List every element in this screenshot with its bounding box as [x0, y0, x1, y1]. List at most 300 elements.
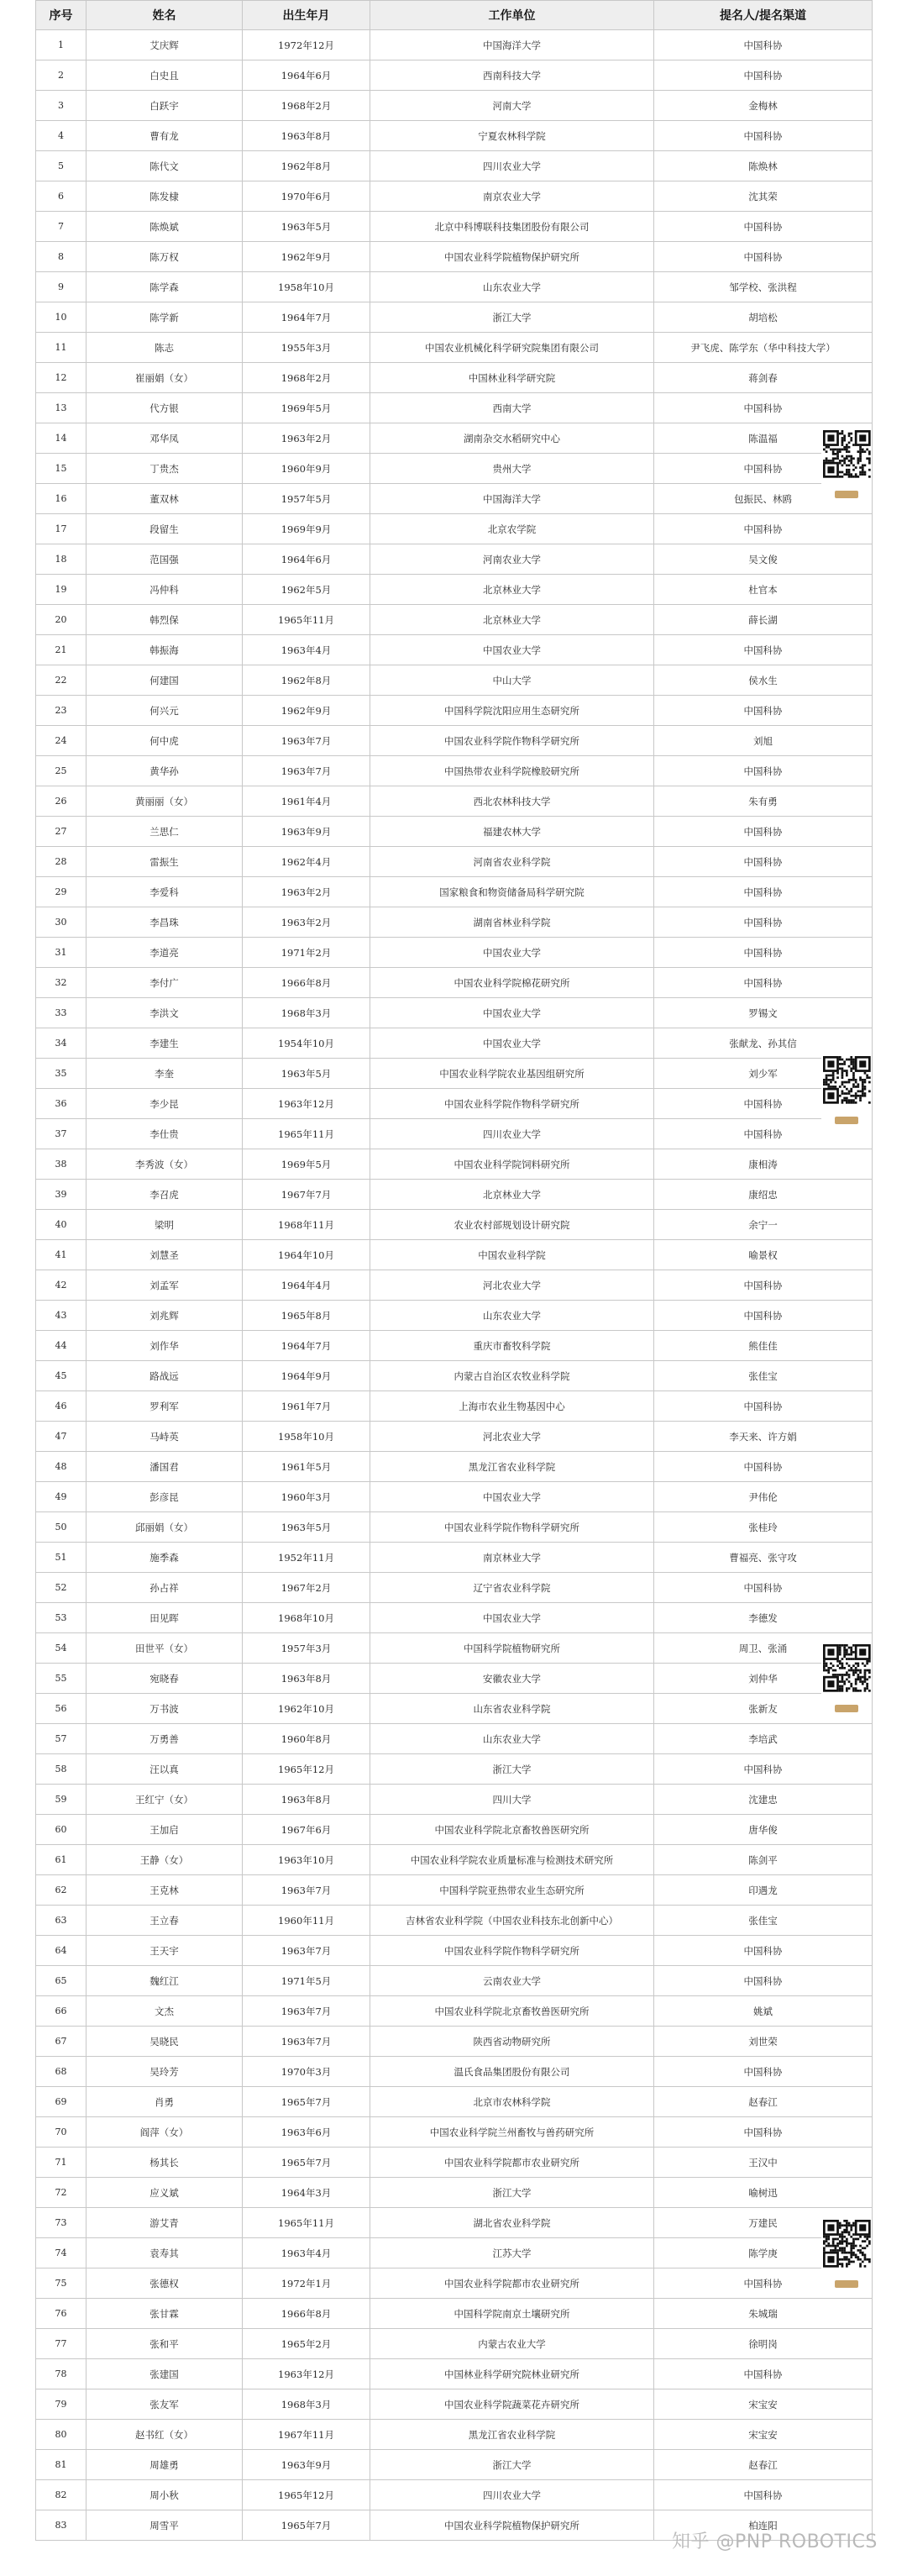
cell-name: 万勇善: [87, 1724, 243, 1754]
qr-caption-mark: [835, 491, 858, 498]
cell-workplace: 中国农业科学院作物科学研究所: [370, 726, 654, 756]
cell-name: 吴玲芳: [87, 2057, 243, 2087]
cell-name: 赵书红（女）: [87, 2420, 243, 2450]
cell-workplace: 中国热带农业科学院橡胶研究所: [370, 756, 654, 786]
cell-nominator: 中国科协: [654, 938, 873, 968]
cell-number: 40: [36, 1210, 87, 1240]
cell-birth: 1963年9月: [243, 2450, 370, 2480]
cell-name: 白跃宇: [87, 91, 243, 121]
qr-finder-mark: [824, 431, 837, 444]
cell-workplace: 浙江大学: [370, 1754, 654, 1785]
cell-workplace: 浙江大学: [370, 2450, 654, 2480]
table-row: [36, 2178, 873, 2208]
cell-name: 曹有龙: [87, 121, 243, 151]
cell-number: 24: [36, 726, 87, 756]
qr-finder-mark: [856, 1057, 869, 1070]
table-row: [36, 151, 873, 181]
header-birth: 出生年月: [243, 1, 370, 30]
cell-nominator: 中国科协: [654, 847, 873, 877]
cell-nominator: 中国科协: [654, 30, 873, 60]
cell-birth: 1967年7月: [243, 1180, 370, 1210]
cell-name: 黄华孙: [87, 756, 243, 786]
cell-birth: 1960年8月: [243, 1724, 370, 1754]
cell-nominator: 中国科协: [654, 60, 873, 91]
cell-name: 阎萍（女）: [87, 2117, 243, 2148]
cell-number: 13: [36, 393, 87, 423]
cell-workplace: 中国科学院沈阳应用生态研究所: [370, 696, 654, 726]
cell-birth: 1963年2月: [243, 907, 370, 938]
table-row: [36, 1724, 873, 1754]
cell-number: 78: [36, 2359, 87, 2389]
cell-nominator: 中国科协: [654, 968, 873, 998]
table-row: [36, 2057, 873, 2087]
cell-nominator: 中国科协: [654, 1452, 873, 1482]
cell-birth: 1970年6月: [243, 181, 370, 212]
cell-nominator: 中国科协: [654, 1754, 873, 1785]
cell-birth: 1960年9月: [243, 454, 370, 484]
cell-workplace: 湖北省农业科学院: [370, 2208, 654, 2238]
table-row: [36, 726, 873, 756]
cell-number: 59: [36, 1785, 87, 1815]
table-row: [36, 1361, 873, 1391]
cell-nominator: 金梅林: [654, 91, 873, 121]
cell-nominator: 朱城瑞: [654, 2299, 873, 2329]
cell-number: 54: [36, 1633, 87, 1664]
cell-name: 陈志: [87, 333, 243, 363]
cell-name: 韩烈保: [87, 605, 243, 635]
cell-nominator: 宋宝安: [654, 2420, 873, 2450]
cell-birth: 1963年10月: [243, 1845, 370, 1875]
cell-birth: 1963年7月: [243, 726, 370, 756]
cell-workplace: 四川大学: [370, 1785, 654, 1815]
cell-number: 36: [36, 1089, 87, 1119]
cell-number: 69: [36, 2087, 87, 2117]
table-row: [36, 1391, 873, 1422]
cell-name: 李道亮: [87, 938, 243, 968]
cell-name: 范国强: [87, 544, 243, 575]
cell-name: 宛晓春: [87, 1664, 243, 1694]
cell-name: 白史且: [87, 60, 243, 91]
cell-name: 代方银: [87, 393, 243, 423]
cell-name: 王克林: [87, 1875, 243, 1906]
cell-workplace: 中国农业科学院: [370, 1240, 654, 1270]
cell-workplace: 辽宁省农业科学院: [370, 1573, 654, 1603]
qr-code-graphic: [821, 1054, 872, 1115]
qr-finder-mark: [824, 1677, 837, 1690]
table-row: [36, 786, 873, 817]
cell-nominator: 曹福亮、张守攻: [654, 1543, 873, 1573]
table-row: [36, 1543, 873, 1573]
cell-workplace: 中国农业大学: [370, 998, 654, 1028]
table-row: [36, 2238, 873, 2268]
cell-birth: 1964年7月: [243, 302, 370, 333]
cell-nominator: 侯水生: [654, 665, 873, 696]
cell-number: 70: [36, 2117, 87, 2148]
cell-name: 何中虎: [87, 726, 243, 756]
cell-number: 38: [36, 1149, 87, 1180]
cell-number: 18: [36, 544, 87, 575]
qr-finder-mark: [824, 463, 837, 476]
cell-workplace: 四川农业大学: [370, 1119, 654, 1149]
table-row: [36, 1210, 873, 1240]
cell-birth: 1963年7月: [243, 1996, 370, 2027]
cell-nominator: 中国科协: [654, 1391, 873, 1422]
table-row: [36, 1966, 873, 1996]
cell-number: 55: [36, 1664, 87, 1694]
table-row: [36, 2027, 873, 2057]
cell-birth: 1964年4月: [243, 1270, 370, 1301]
cell-number: 71: [36, 2148, 87, 2178]
cell-name: 王静（女）: [87, 1845, 243, 1875]
cell-birth: 1954年10月: [243, 1028, 370, 1059]
cell-name: 袁寿其: [87, 2238, 243, 2268]
cell-number: 56: [36, 1694, 87, 1724]
cell-workplace: 中国科学院植物研究所: [370, 1633, 654, 1664]
table-row: [36, 393, 873, 423]
cell-number: 76: [36, 2299, 87, 2329]
cell-number: 45: [36, 1361, 87, 1391]
table-row: [36, 907, 873, 938]
cell-number: 64: [36, 1936, 87, 1966]
cell-workplace: 中国农业大学: [370, 938, 654, 968]
cell-name: 崔丽娟（女）: [87, 363, 243, 393]
cell-number: 29: [36, 877, 87, 907]
cell-birth: 1963年5月: [243, 1512, 370, 1543]
cell-workplace: 内蒙古自治区农牧业科学院: [370, 1361, 654, 1391]
cell-workplace: 中国农业科学院作物科学研究所: [370, 1089, 654, 1119]
qr-code-icon: [821, 1054, 872, 1127]
cell-workplace: 中国林业科学研究院林业研究所: [370, 2359, 654, 2389]
cell-number: 17: [36, 514, 87, 544]
table-row: [36, 605, 873, 635]
cell-nominator: 赵春江: [654, 2450, 873, 2480]
cell-nominator: 刘旭: [654, 726, 873, 756]
cell-birth: 1963年4月: [243, 635, 370, 665]
cell-nominator: 蒋剑春: [654, 363, 873, 393]
cell-birth: 1971年5月: [243, 1966, 370, 1996]
cell-number: 34: [36, 1028, 87, 1059]
cell-number: 14: [36, 423, 87, 454]
cell-nominator: 李培武: [654, 1724, 873, 1754]
cell-number: 74: [36, 2238, 87, 2268]
cell-name: 周小秋: [87, 2480, 243, 2510]
header-nominator: 提名人/提名渠道: [654, 1, 873, 30]
cell-nominator: 中国科协: [654, 2359, 873, 2389]
cell-birth: 1963年7月: [243, 1936, 370, 1966]
cell-number: 65: [36, 1966, 87, 1996]
cell-birth: 1958年10月: [243, 1422, 370, 1452]
table-row: [36, 1664, 873, 1694]
cell-workplace: 福建农林大学: [370, 817, 654, 847]
cell-name: 陈学森: [87, 272, 243, 302]
cell-workplace: 湖南省林业科学院: [370, 907, 654, 938]
cell-workplace: 中国农业科学院都市农业研究所: [370, 2268, 654, 2299]
cell-workplace: 山东农业大学: [370, 1724, 654, 1754]
cell-name: 韩振海: [87, 635, 243, 665]
cell-nominator: 尹飞虎、陈学东（华中科技大学）: [654, 333, 873, 363]
table-row: [36, 2389, 873, 2420]
cell-birth: 1952年11月: [243, 1543, 370, 1573]
table-row: [36, 1785, 873, 1815]
cell-birth: 1963年12月: [243, 2359, 370, 2389]
cell-birth: 1963年9月: [243, 817, 370, 847]
cell-nominator: 中国科协: [654, 1089, 873, 1119]
cell-number: 73: [36, 2208, 87, 2238]
cell-nominator: 康相涛: [654, 1149, 873, 1180]
table-row: [36, 272, 873, 302]
cell-workplace: 国家粮食和物资储备局科学研究院: [370, 877, 654, 907]
table-row: [36, 1119, 873, 1149]
cell-nominator: 陈温福: [654, 423, 873, 454]
cell-name: 张友军: [87, 2389, 243, 2420]
qr-code-graphic: [821, 1643, 872, 1703]
cell-birth: 1962年9月: [243, 696, 370, 726]
cell-workplace: 宁夏农林科学院: [370, 121, 654, 151]
table-row: [36, 514, 873, 544]
cell-workplace: 中国农业科学院农业基因组研究所: [370, 1059, 654, 1089]
table-row: [36, 423, 873, 454]
cell-workplace: 南京农业大学: [370, 181, 654, 212]
cell-nominator: 吴文俊: [654, 544, 873, 575]
cell-number: 67: [36, 2027, 87, 2057]
cell-workplace: 南京林业大学: [370, 1543, 654, 1573]
cell-workplace: 河南省农业科学院: [370, 847, 654, 877]
table-row: [36, 1149, 873, 1180]
table-row: [36, 1512, 873, 1543]
table-row: [36, 635, 873, 665]
cell-nominator: 中国科协: [654, 696, 873, 726]
cell-birth: 1963年8月: [243, 1664, 370, 1694]
cell-birth: 1963年2月: [243, 423, 370, 454]
cell-number: 46: [36, 1391, 87, 1422]
cell-birth: 1962年9月: [243, 242, 370, 272]
cell-number: 15: [36, 454, 87, 484]
cell-workplace: 中国农业科学院农业质量标准与检测技术研究所: [370, 1845, 654, 1875]
cell-nominator: 罗锡文: [654, 998, 873, 1028]
cell-number: 6: [36, 181, 87, 212]
cell-nominator: 李德发: [654, 1603, 873, 1633]
qr-caption-mark: [835, 1117, 858, 1124]
cell-birth: 1963年2月: [243, 877, 370, 907]
table-row: [36, 1028, 873, 1059]
cell-birth: 1968年2月: [243, 363, 370, 393]
cell-workplace: 中国海洋大学: [370, 484, 654, 514]
cell-birth: 1957年5月: [243, 484, 370, 514]
cell-name: 李秀波（女）: [87, 1149, 243, 1180]
cell-nominator: 刘仲华: [654, 1664, 873, 1694]
cell-nominator: 唐华俊: [654, 1815, 873, 1845]
cell-number: 82: [36, 2480, 87, 2510]
cell-workplace: 中国农业科学院兰州畜牧与兽药研究所: [370, 2117, 654, 2148]
cell-name: 周雪平: [87, 2510, 243, 2541]
cell-nominator: 熊佳佳: [654, 1331, 873, 1361]
table-row: [36, 484, 873, 514]
cell-birth: 1965年8月: [243, 1301, 370, 1331]
cell-number: 28: [36, 847, 87, 877]
cell-birth: 1964年6月: [243, 60, 370, 91]
qr-code-icon: [821, 2218, 872, 2290]
cell-workplace: 重庆市畜牧科学院: [370, 1331, 654, 1361]
zhihu-watermark: 知乎 @PNP ROBOTICS: [672, 2531, 878, 2552]
cell-number: 16: [36, 484, 87, 514]
cell-workplace: 中国农业科学院棉花研究所: [370, 968, 654, 998]
cell-nominator: 中国科协: [654, 635, 873, 665]
cell-number: 47: [36, 1422, 87, 1452]
cell-number: 1: [36, 30, 87, 60]
cell-name: 孙占祥: [87, 1573, 243, 1603]
table-row: [36, 1754, 873, 1785]
cell-workplace: 中国农业科学院饲料研究所: [370, 1149, 654, 1180]
cell-workplace: 中国农业科学院作物科学研究所: [370, 1936, 654, 1966]
qr-code-graphic: [821, 2218, 872, 2279]
cell-number: 62: [36, 1875, 87, 1906]
cell-name: 应义斌: [87, 2178, 243, 2208]
cell-nominator: 康绍忠: [654, 1180, 873, 1210]
cell-nominator: 杜官本: [654, 575, 873, 605]
cell-birth: 1962年8月: [243, 151, 370, 181]
cell-number: 43: [36, 1301, 87, 1331]
cell-nominator: 邹学校、张洪程: [654, 272, 873, 302]
nominee-table: [35, 0, 873, 2541]
table-row: [36, 1633, 873, 1664]
cell-workplace: 中国农业科学院蔬菜花卉研究所: [370, 2389, 654, 2420]
cell-name: 梁明: [87, 1210, 243, 1240]
cell-birth: 1963年7月: [243, 1875, 370, 1906]
table-header: [36, 1, 873, 30]
table-row: [36, 2329, 873, 2359]
table-row: [36, 1936, 873, 1966]
table-row: [36, 817, 873, 847]
cell-nominator: 张新友: [654, 1694, 873, 1724]
table-row: [36, 2450, 873, 2480]
cell-birth: 1965年11月: [243, 1119, 370, 1149]
cell-birth: 1964年7月: [243, 1331, 370, 1361]
cell-nominator: 中国科协: [654, 1966, 873, 1996]
qr-finder-mark: [824, 1645, 837, 1659]
qr-code-icon: [821, 428, 872, 501]
cell-birth: 1963年7月: [243, 756, 370, 786]
cell-workplace: 内蒙古农业大学: [370, 2329, 654, 2359]
table-row: [36, 91, 873, 121]
cell-nominator: 中国科协: [654, 907, 873, 938]
cell-name: 彭彦昆: [87, 1482, 243, 1512]
table-row: [36, 454, 873, 484]
cell-workplace: 河北农业大学: [370, 1270, 654, 1301]
cell-birth: 1963年4月: [243, 2238, 370, 2268]
cell-number: 42: [36, 1270, 87, 1301]
cell-nominator: 包振民、林鸥: [654, 484, 873, 514]
cell-nominator: 朱有勇: [654, 786, 873, 817]
cell-number: 39: [36, 1180, 87, 1210]
cell-number: 49: [36, 1482, 87, 1512]
cell-birth: 1964年10月: [243, 1240, 370, 1270]
cell-workplace: 中国农业大学: [370, 1482, 654, 1512]
qr-finder-mark: [824, 2221, 837, 2234]
cell-birth: 1971年2月: [243, 938, 370, 968]
cell-name: 刘作华: [87, 1331, 243, 1361]
cell-birth: 1965年11月: [243, 605, 370, 635]
cell-workplace: 河北农业大学: [370, 1422, 654, 1452]
qr-caption-mark: [835, 2280, 858, 2288]
cell-workplace: 北京林业大学: [370, 575, 654, 605]
cell-workplace: 陕西省动物研究所: [370, 2027, 654, 2057]
cell-birth: 1962年4月: [243, 847, 370, 877]
cell-birth: 1966年8月: [243, 2299, 370, 2329]
table-row: [36, 1301, 873, 1331]
table-row: [36, 2299, 873, 2329]
cell-workplace: 中国农业科学院北京畜牧兽医研究所: [370, 1996, 654, 2027]
cell-nominator: 万建民: [654, 2208, 873, 2238]
cell-birth: 1960年3月: [243, 1482, 370, 1512]
cell-name: 游艾青: [87, 2208, 243, 2238]
cell-name: 张甘霖: [87, 2299, 243, 2329]
cell-nominator: 刘世荣: [654, 2027, 873, 2057]
table-row: [36, 1906, 873, 1936]
cell-birth: 1963年5月: [243, 212, 370, 242]
header-name: 姓名: [87, 1, 243, 30]
table-row: [36, 1180, 873, 1210]
cell-birth: 1968年3月: [243, 998, 370, 1028]
cell-birth: 1958年10月: [243, 272, 370, 302]
table-row: [36, 1845, 873, 1875]
cell-name: 吴晓民: [87, 2027, 243, 2057]
cell-nominator: 喻景权: [654, 1240, 873, 1270]
table-row: [36, 121, 873, 151]
cell-name: 董双林: [87, 484, 243, 514]
cell-birth: 1968年3月: [243, 2389, 370, 2420]
qr-code-graphic: [821, 428, 872, 489]
cell-nominator: 尹伟伦: [654, 1482, 873, 1512]
cell-nominator: 薛长湖: [654, 605, 873, 635]
cell-number: 52: [36, 1573, 87, 1603]
cell-birth: 1961年7月: [243, 1391, 370, 1422]
cell-name: 田世平（女）: [87, 1633, 243, 1664]
table-row: [36, 2480, 873, 2510]
cell-name: 杨其长: [87, 2148, 243, 2178]
table-row: [36, 2420, 873, 2450]
cell-workplace: 贵州大学: [370, 454, 654, 484]
cell-nominator: 余宁一: [654, 1210, 873, 1240]
table-row: [36, 2268, 873, 2299]
cell-name: 万书波: [87, 1694, 243, 1724]
cell-number: 5: [36, 151, 87, 181]
qr-code-icon: [821, 1643, 872, 1715]
cell-name: 田见晖: [87, 1603, 243, 1633]
cell-workplace: 中国科学院亚热带农业生态研究所: [370, 1875, 654, 1906]
cell-birth: 1969年5月: [243, 1149, 370, 1180]
table-row: [36, 1815, 873, 1845]
cell-nominator: 中国科协: [654, 1119, 873, 1149]
cell-nominator: 王汉中: [654, 2148, 873, 2178]
cell-name: 张建国: [87, 2359, 243, 2389]
cell-number: 57: [36, 1724, 87, 1754]
cell-number: 2: [36, 60, 87, 91]
cell-name: 何建国: [87, 665, 243, 696]
table-row: [36, 2359, 873, 2389]
cell-name: 李爱科: [87, 877, 243, 907]
table-row: [36, 1603, 873, 1633]
cell-birth: 1965年7月: [243, 2510, 370, 2541]
cell-birth: 1964年6月: [243, 544, 370, 575]
cell-birth: 1966年8月: [243, 968, 370, 998]
cell-nominator: 中国科协: [654, 2480, 873, 2510]
cell-name: 丁贵杰: [87, 454, 243, 484]
cell-name: 陈代文: [87, 151, 243, 181]
cell-birth: 1968年11月: [243, 1210, 370, 1240]
cell-name: 刘兆辉: [87, 1301, 243, 1331]
cell-nominator: 中国科协: [654, 454, 873, 484]
cell-number: 3: [36, 91, 87, 121]
